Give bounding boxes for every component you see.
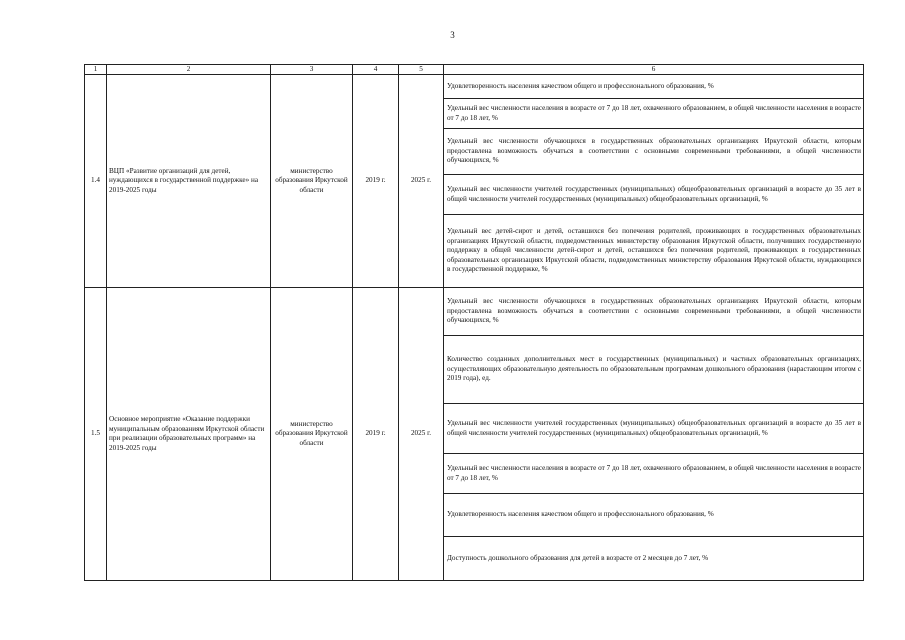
indicator-item: Доступность дошкольного образования для детей в возрасте от 2 месяцев до 7 лет, % xyxy=(447,553,709,562)
start-year: 2019 г. xyxy=(353,288,399,581)
column-number-row xyxy=(85,65,864,75)
column-number: 2 xyxy=(107,65,271,75)
row-number: 1.5 xyxy=(85,288,107,581)
measure-name: ВЦП «Развитие организаций для детей, нуждающихся в государственной поддержке» на 2019-2025 годы xyxy=(107,75,271,288)
column-number: 3 xyxy=(271,65,353,75)
page-number: 3 xyxy=(450,30,455,40)
end-year: 2025 г. xyxy=(399,75,444,288)
indicator-item: Удельный вес численности населения в возрасте от 7 до 18 лет, охваченного образованием, в общей численности населения в возрасте от 7 до 18 лет, % xyxy=(444,454,863,494)
row-number: 1.4 xyxy=(85,75,107,288)
column-number: 6 xyxy=(444,65,864,75)
table-row xyxy=(85,75,864,288)
executor: министерство образования Иркутской области xyxy=(271,75,353,288)
indicator-item: Удельный вес детей-сирот и детей, оставшихся без попечения родителей, проживающих в государственных образовательных организациях Иркутской области, подведомственных министерству образования Иркутской области, получивших государственную поддержку в общей численности детей-сирот и детей, оставшихся без попечения родителей, проживающих в государственных образовательных организациях Иркутской области, подведомственных министерству образования Иркутской области, нуждающихся в государственной поддержке, % xyxy=(447,227,861,274)
table-row xyxy=(85,288,864,581)
executor: министерство образования Иркутской области xyxy=(271,288,353,581)
end-year: 2025 г. xyxy=(399,288,444,581)
indicator-item: Удельный вес численности обучающихся в государственных образовательных организациях Иркутской области, которым предоставлена возможность обучаться в соответствии с основными современными требованиями, в общей численности обучающихся, % xyxy=(444,129,863,175)
indicator-item: Удовлетворенность населения качеством общего и профессионального образования, % xyxy=(444,494,863,537)
indicator-item: Удовлетворенность населения качеством общего и профессионального образования, % xyxy=(444,75,863,99)
indicators-cell xyxy=(444,288,864,581)
indicator-item: Удельный вес численности обучающихся в государственных образовательных организациях Иркутской области, которым предоставлена возможность обучаться в соответствии с основными современными требованиями, в общей численности обучающихся, % xyxy=(444,288,863,336)
indicator-item: Удельный вес численности населения в возрасте от 7 до 18 лет, охваченного образованием, в общей численности населения в возрасте от 7 до 18 лет, % xyxy=(444,99,863,129)
column-number: 5 xyxy=(399,65,444,75)
indicator-item: Удельный вес численности учителей государственных (муниципальных) общеобразовательных организаций в возрасте до 35 лет в общей численности учителей государственных (муниципальных) общеобразовательных организаций, % xyxy=(444,175,863,215)
program-table xyxy=(84,64,864,581)
indicators-cell xyxy=(444,75,864,288)
column-number: 4 xyxy=(353,65,399,75)
indicator-item: Количество созданных дополнительных мест в государственных (муниципальных) и частных образовательных организациях, осуществляющих образовательную деятельность по образовательным программам дошкольного образования (нарастающим итогом с 2019 года), ед. xyxy=(444,336,863,404)
start-year: 2019 г. xyxy=(353,75,399,288)
indicator-item: Удельный вес численности учителей государственных (муниципальных) общеобразовательных организаций в возрасте до 35 лет в общей численности учителей государственных (муниципальных) общеобразовательных организаций, % xyxy=(444,404,863,454)
column-number: 1 xyxy=(85,65,107,75)
measure-name: Основное мероприятие «Оказание поддержки муниципальным образованиям Иркутской области при реализации образовательных программ» на 2019-2025 годы xyxy=(107,288,271,581)
